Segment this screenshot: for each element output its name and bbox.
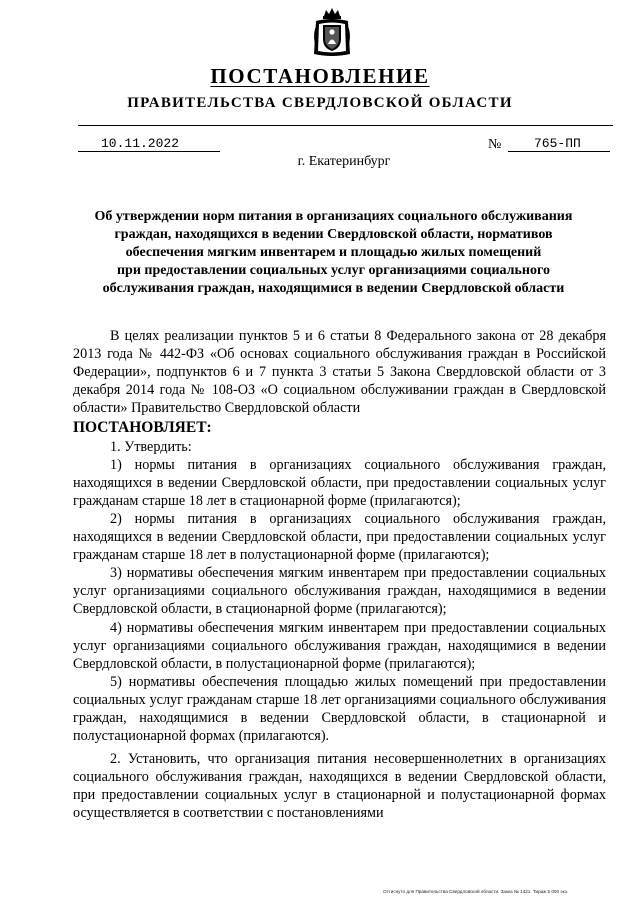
heading-line: обеспечения мягким инвентарем и площадью жилых помещений: [125, 245, 542, 260]
item-1-subitem: 1) нормы питания в организациях социального обслуживания граждан, находящихся в ведении Свердловской области, при предоставлении социальных услуг гражданам старше 18 лет в стационарной форме (прилагаются);: [73, 456, 606, 509]
item-1-subitem: 4) нормативы обеспечения мягким инвентарем при предоставлении социальных услуг организациями социального обслуживания граждан, находящимися в ведении Свердловской области, в полустационарной форме (прилагаются);: [73, 619, 606, 672]
item-1-subitem: 5) нормативы обеспечения площадью жилых помещений при предоставлении социальных услуг гражданам старше 18 лет организациями социального обслуживания граждан, находящимися в ведении Свердловской области, в стационарной и полустационарной формах (прилагаются).: [73, 673, 606, 745]
intro-paragraph: В целях реализации пунктов 5 и 6 статьи 8 Федерального закона от 28 декабря 2013 года № 442-ФЗ «Об основах социального обслуживания граждан в Российской Федерации», подпунктов 6 и 7 пункта 3 статьи 5 Закона Свердловской области от 3 декабря 2014 года № 108-ОЗ «О социальном обслуживании граждан в Свердловской области» Правительство Свердловской области: [73, 328, 606, 417]
document-city: г. Екатеринбург: [297, 154, 391, 169]
item-1-subitem: 2) нормы питания в организациях социального обслуживания граждан, находящихся в ведении Свердловской области, при предоставлении социальных услуг гражданам старше 18 лет в полустационарной форме (прилагаются);: [73, 510, 606, 564]
document-title: ПОСТАНОВЛЕНИЕ: [210, 64, 430, 88]
sverdlovsk-coat-of-arms-icon: [312, 8, 352, 58]
document-subtitle: ПРАВИТЕЛЬСТВА СВЕРДЛОВСКОЙ ОБЛАСТИ: [127, 95, 513, 111]
heading-line: Об утверждении норм питания в организациях социального обслуживания: [94, 209, 573, 224]
item-1-heading: 1. Утвердить:: [110, 438, 192, 455]
header-divider: [78, 125, 613, 126]
print-footer: Оттиснуто для Правительства Свердловской области. Заказ № 1421. Тираж 5 000 экз.: [383, 889, 569, 894]
item-1-subitem: 3) нормативы обеспечения мягким инвентарем при предоставлении социальных услуг организациями социального обслуживания граждан, находящимися в ведении Свердловской области, в стационарной форме (прилагаются);: [73, 565, 606, 618]
document-number-label: №: [488, 137, 502, 152]
heading-line: граждан, находящихся в ведении Свердловской области, нормативов: [114, 227, 553, 242]
resolves-heading: ПОСТАНОВЛЯЕТ:: [73, 419, 212, 437]
document-body: [73, 327, 606, 823]
document-number: 765-ПП: [508, 136, 610, 152]
heading-line: обслуживания граждан, находящимися в ведении Свердловской области: [102, 281, 565, 296]
item-2-paragraph: 2. Установить, что организация питания несовершеннолетних в организациях социального обслуживания граждан, находящихся в ведении Свердловской области, при предоставлении социальных услуг в стационарной и полустационарной формах осуществляется в соответствии с постановлениями: [73, 751, 606, 822]
heading-line: при предоставлении социальных услуг организациями социального: [116, 263, 551, 278]
document-date: 10.11.2022: [78, 136, 220, 152]
document-heading: [66, 208, 601, 298]
